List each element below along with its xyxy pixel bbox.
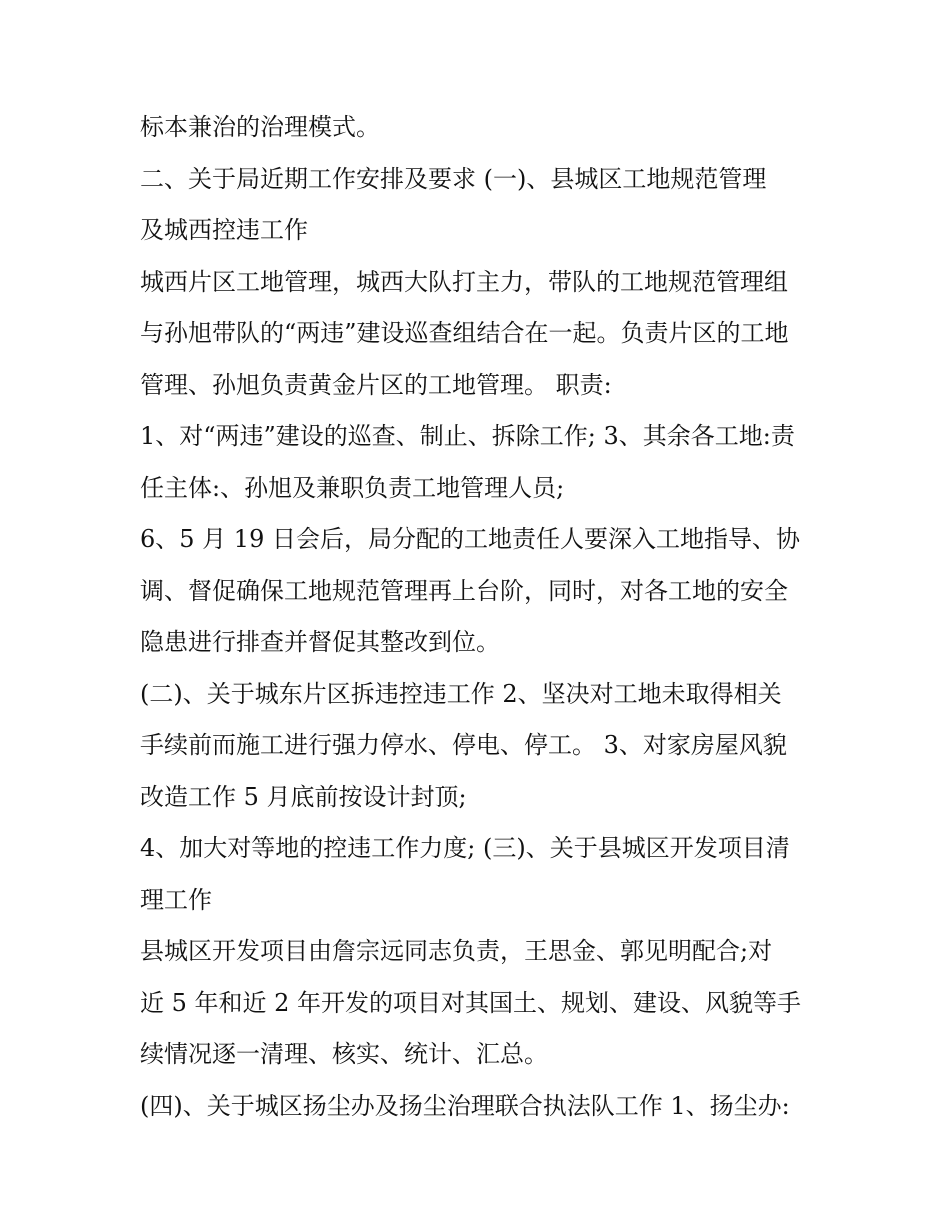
- text-line: (四)、关于城区扬尘办及扬尘治理联合执法队工作 1、扬尘办:: [140, 1091, 790, 1120]
- text-line: 城西片区工地管理，城西大队打主力，带队的工地规范管理组: [140, 267, 788, 296]
- text-line: 调、督促确保工地规范管理再上台阶，同时，对各工地的安全: [140, 576, 788, 605]
- text-line: 1、对“两违”建设的巡查、制止、拆除工作; 3、其余各工地:责: [140, 422, 795, 450]
- text-line: 县城区开发项目由詹宗远同志负责，王思金、郭见明配合;对: [140, 937, 773, 965]
- text-line: 近 5 年和近 2 年开发的项目对其国土、规划、建设、风貌等手: [140, 988, 802, 1017]
- text-line: 续情况逐一清理、核实、统计、汇总。: [140, 1040, 548, 1068]
- text-line: 任主体:、孙旭及兼职负责工地管理人员;: [140, 473, 565, 502]
- text-line: 二、关于局近期工作安排及要求 (一)、县城区工地规范管理: [140, 164, 767, 193]
- text-line: (二)、关于城东片区拆违控违工作 2、坚决对工地未取得相关: [140, 679, 782, 708]
- text-line: 管理、孙旭负责黄金片区的工地管理。 职责:: [140, 370, 612, 399]
- text-line: 4、加大对等地的控违工作力度; (三)、关于县城区开发项目清: [140, 834, 790, 862]
- text-line: 及城西控违工作: [140, 216, 308, 244]
- text-line: 隐患进行排查并督促其整改到位。: [140, 628, 500, 656]
- text-line: 改造工作 5 月底前按设计封顶;: [140, 782, 467, 811]
- text-line: 标本兼治的治理模式。: [140, 113, 380, 141]
- text-line: 理工作: [140, 885, 212, 914]
- text-line: 与孙旭带队的“两违”建设巡查组结合在一起。负责片区的工地: [140, 319, 789, 347]
- document-body: [140, 102, 820, 1132]
- text-line: 6、5 月 19 日会后，局分配的工地责任人要深入工地指导、协: [140, 525, 800, 553]
- text-line: 手续前而施工进行强力停水、停电、停工。 3、对家房屋风貌: [140, 731, 787, 759]
